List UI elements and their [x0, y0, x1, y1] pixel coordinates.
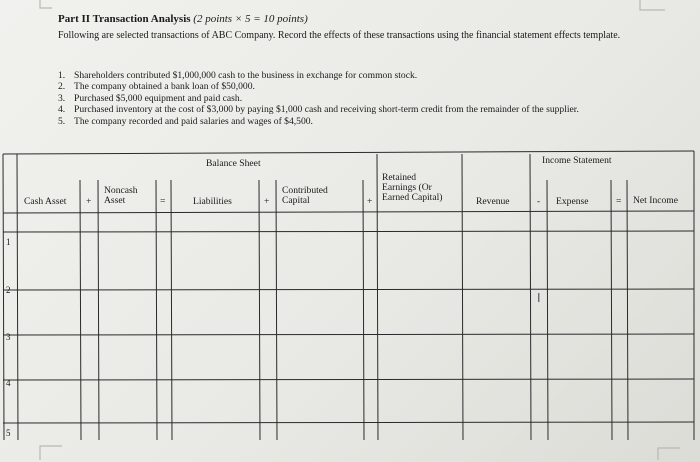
col-net-income: Net Income	[633, 195, 679, 206]
operator-minus: -	[537, 196, 541, 207]
balance-sheet-header: Balance Sheet	[206, 158, 261, 169]
income-statement-header: Income Statement	[542, 155, 612, 166]
text-cursor-icon: I	[537, 291, 541, 305]
operator-plus: +	[367, 196, 373, 207]
list-item: 2. The company obtained a bank loan of $50,000.	[58, 81, 255, 93]
col-contributed-capital: Contributed Capital	[282, 185, 328, 206]
row-number: 4	[6, 378, 11, 388]
row-number: 2	[6, 285, 11, 295]
part-title: Part II Transaction Analysis (2 points × 5 = 10 points)	[58, 13, 308, 25]
col-retained-earnings: Retained Earnings (Or Earned Capital)	[382, 172, 443, 203]
instructions: Following are selected transactions of ABC Company. Record the effects of these transactions using the financial statement effects template.	[58, 30, 621, 41]
operator-plus: +	[264, 196, 270, 207]
col-noncash-asset: Noncash Asset	[104, 185, 138, 206]
list-item: 1. Shareholders contributed $1,000,000 cash to the business in exchange for common stock.	[58, 70, 418, 81]
col-liabilities: Liabilities	[193, 196, 232, 207]
row-number: 3	[6, 332, 11, 342]
row-number: 1	[6, 237, 11, 247]
list-item: 5. The company recorded and paid salaries and wages of $4,500.	[58, 115, 313, 127]
operator-equals: =	[616, 196, 622, 207]
list-item: 4. Purchased inventory at the cost of $3,000 by paying $1,000 cash and receiving short-term credit from the remainder of the supplier.	[58, 104, 579, 116]
operator-equals: =	[160, 196, 166, 207]
list-item: 3. Purchased $5,000 equipment and paid cash.	[58, 92, 243, 104]
operator-plus: +	[86, 196, 92, 207]
col-cash-asset: Cash Asset	[24, 196, 67, 207]
col-revenue: Revenue	[476, 196, 510, 207]
row-number: 5	[6, 428, 11, 438]
col-expense: Expense	[556, 196, 589, 207]
